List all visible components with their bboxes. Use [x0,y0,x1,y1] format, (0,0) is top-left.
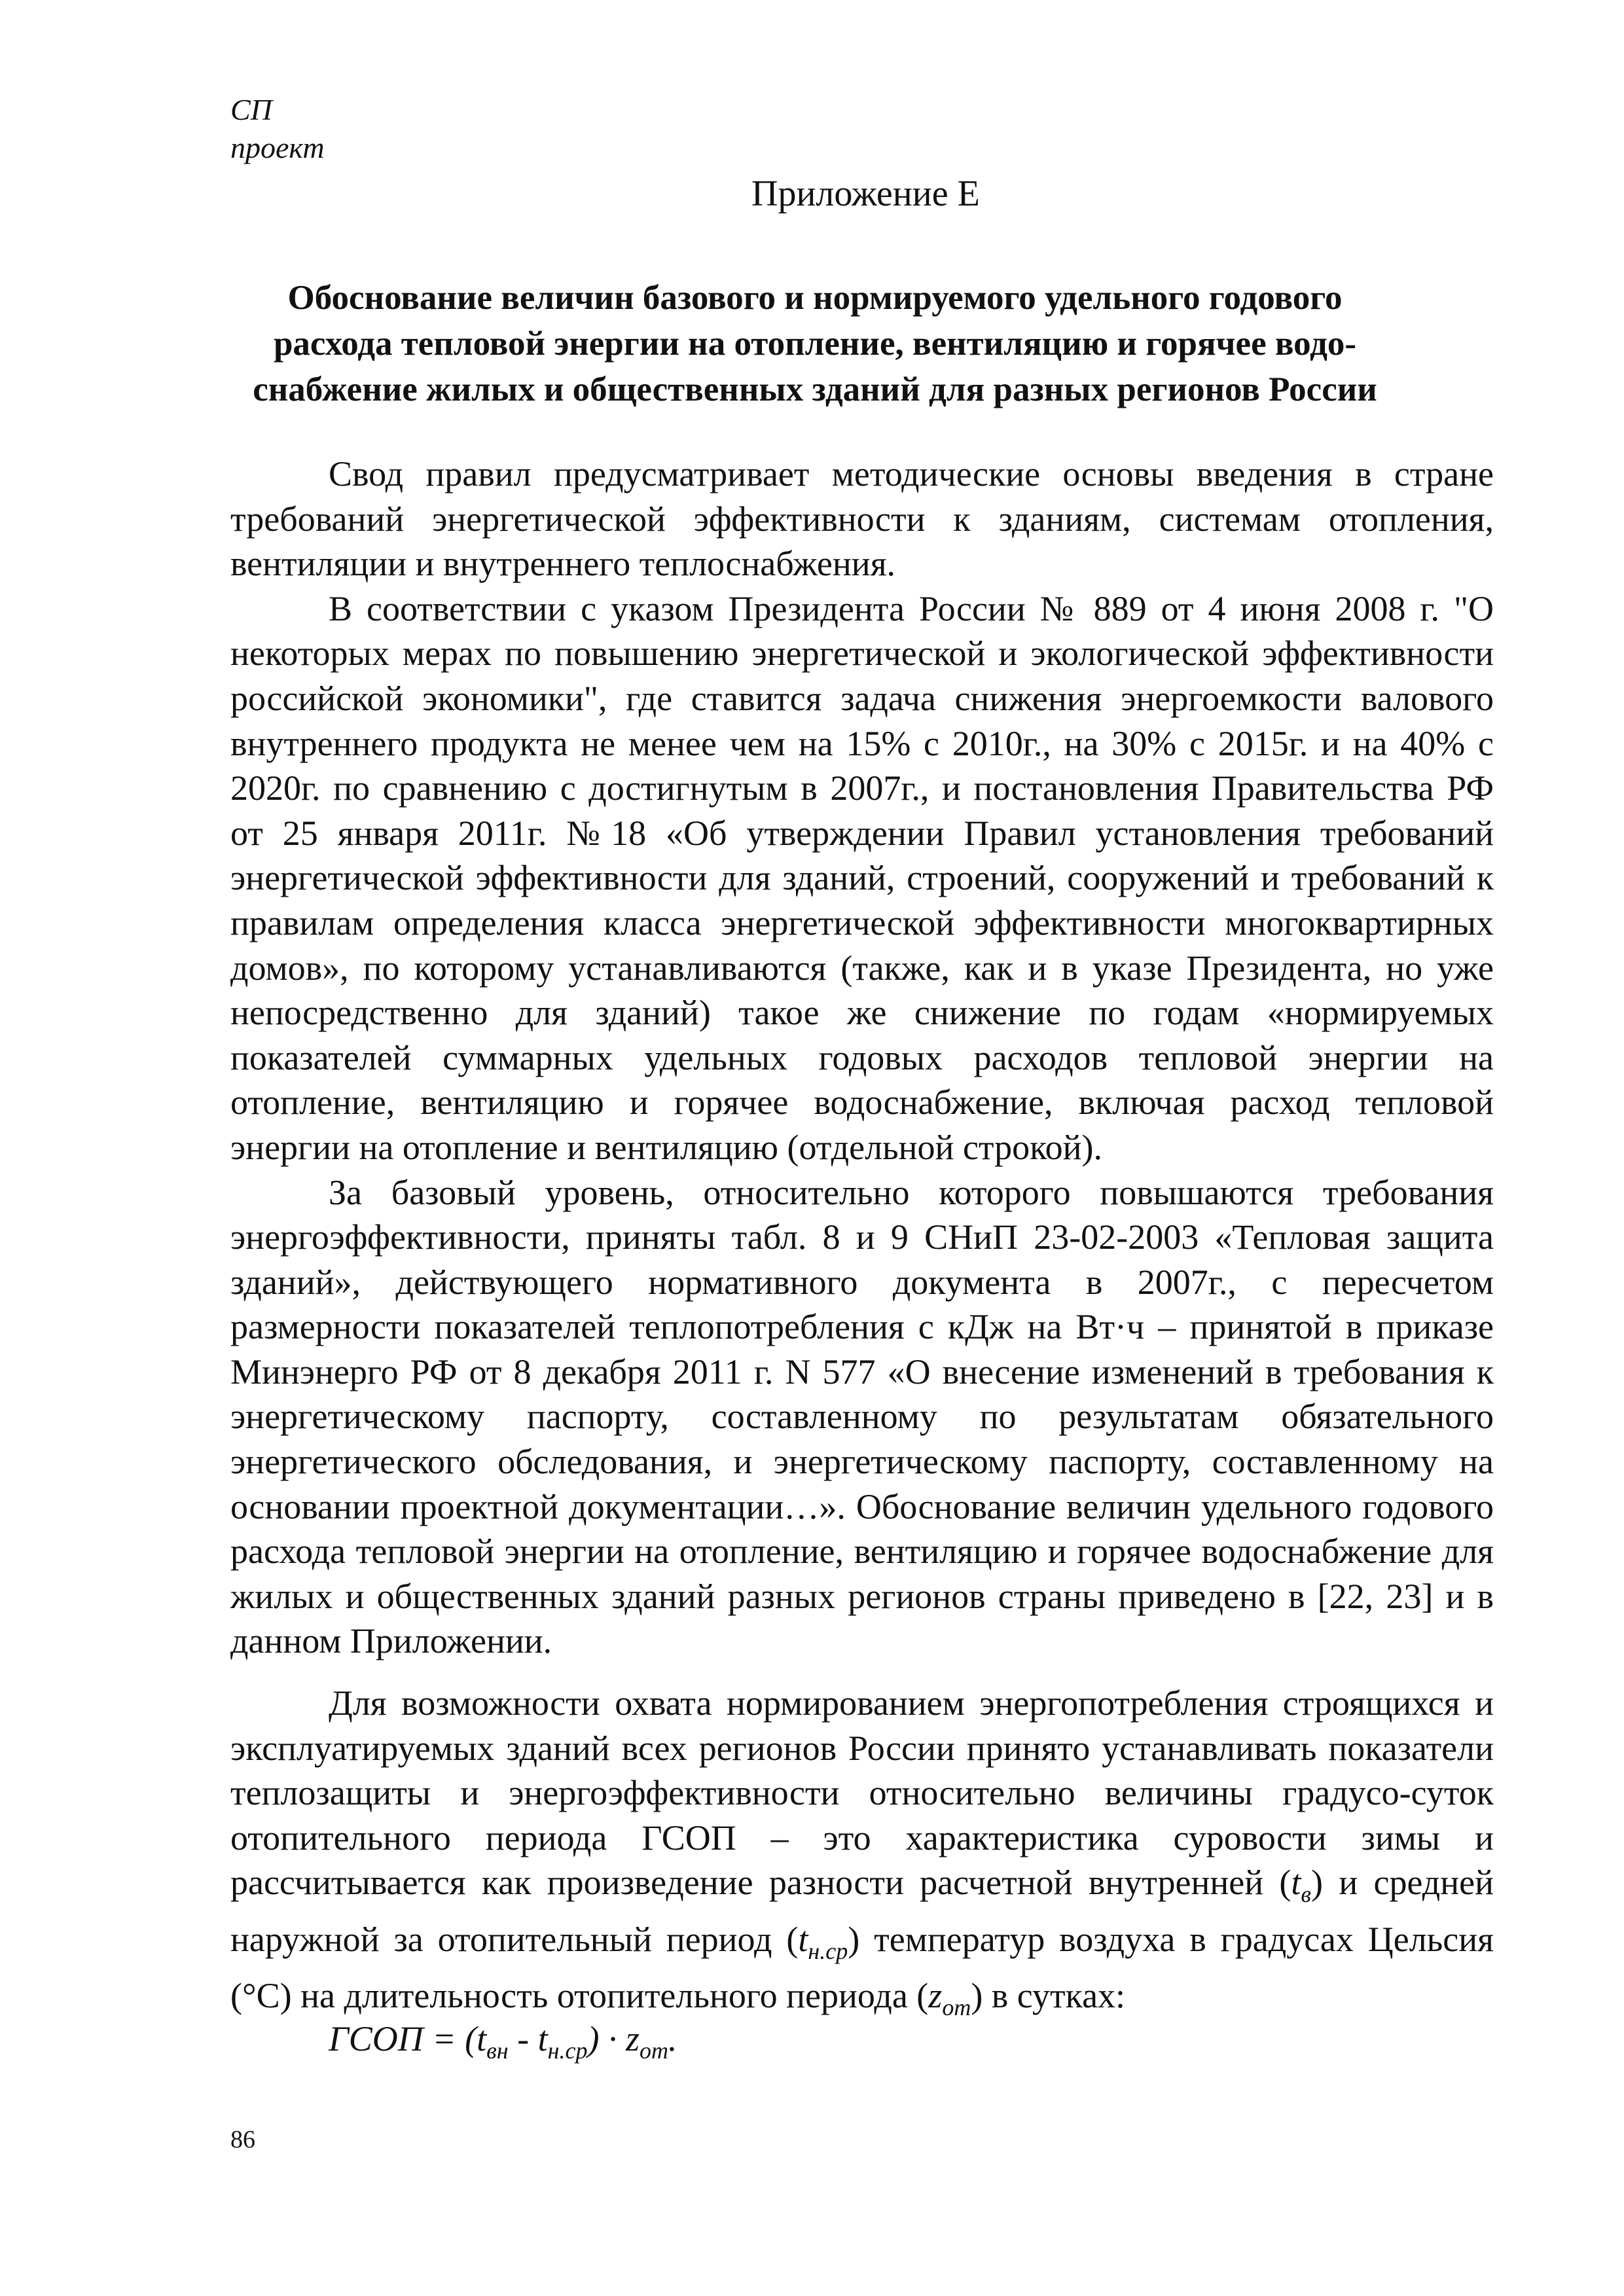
gsop-text-4: ) в сутках: [971,1976,1126,2016]
main-heading [196,275,1434,412]
heading-line: расхода тепловой энергии на отопление, вентиляцию и горячее водо- [273,325,1357,363]
formula-z: z [626,2019,640,2058]
z-symbol: z [928,1976,943,2016]
header-sp-mark: СП [230,93,272,126]
page-number: 86 [230,2126,255,2153]
gsop-formula [329,2017,677,2072]
heading-line: Обоснование величин базового и нормируемого удельного годового [287,279,1343,317]
formula-dot: ) · [587,2019,626,2058]
paragraph-decree: В соответствии с указом Президента России № 889 от 4 июня 2008 г. "О некоторых мерах по повышению энергетической и экологической эффективности российской экономики", где ставится задача снижения энергоемкости валового внутреннего продукта не менее чем на 15% с 2010г., на 30% с 2015г. и на 40% с 2020г. по сравнению с достигнутым в 2007г., и постановления Правительства РФ от 25 января 2011г. №18 «Об утверждении Правил установления требований энергетической эффективности для зданий, строений, сооружений и требований к правилам определения класса энергетической эффективности многоквартирных домов», по которому устанавливаются (также, как и в указе Президента, но уже непосредственно для зданий) такое же снижение по годам «нормируемых показателей суммарных удельных годовых расходов тепловой энергии на отопление, вентиляцию и горячее водоснабжение, включая расход тепловой энергии на отопление и вентиляцию (отдельной строкой). [230,588,1494,1167]
tn-subscript: н.ср [808,1937,848,1964]
paragraph-intro: Свод правил предусматривает методические основы введения в стране требований энергетической эффективности к зданиям, системам отопления, вентиляции и внутреннего теплоснабжения. [230,454,1494,584]
formula-t2-sub: н.ср [547,2037,588,2064]
tv-subscript: в [1301,1881,1312,1908]
formula-minus: - [508,2019,538,2058]
formula-t1-sub: вн [486,2037,509,2064]
gsop-text-1: Для возможности охвата нормированием энергопотребления строящихся и эксплуатируемых зданий всех регионов России принято устанавливать показатели теплозащиты и энергоэффективности относительно величины градусо-суток отопительного периода ГСОП – это характеристика суровости зимы и рассчитывается как произведение разности расчетной внутренней ( [230,1683,1494,1903]
gsop-text-3: ) температур воздуха в градусах Цельсия (°С) на длительность отопительного периода ( [230,1919,1494,2016]
appendix-title: Приложение Е [751,173,980,214]
tv-symbol: t [1291,1863,1301,1903]
z-subscript: от [942,1994,971,2020]
formula-end: . [668,2019,677,2058]
paragraph-base-level: За базовый уровень, относительно которого повышаются требования энергоэффективности, приняты табл. 8 и 9 СНиП 23-02-2003 «Тепловая защита зданий», действующего нормативного документа в 2007г., с пересчетом размерности показателей теплопотребления с кДж на Вт·ч – принятой в приказе Минэнерго РФ от 8 декабря 2011 г. N 577 «О внесение изменений в требования к энергетическому паспорту, составленному по результатам обязательного энергетического обследования, и энергетическому паспорту, составленному на основании проектной документации…». Обоснование величин удельного годового расхода тепловой энергии на отопление, вентиляцию и горячее водоснабжение для жилых и общественных зданий разных регионов страны приведено в [22, 23] и в данном Приложении. [230,1172,1494,1661]
formula-z-sub: от [640,2037,669,2064]
heading-line: снабжение жилых и общественных зданий для разных регионов России [253,370,1377,408]
formula-t1: t [477,2019,487,2058]
gsop-text-2: ) и средней наружной за отопительный период ( [230,1863,1494,1959]
body-text [230,452,1494,2030]
formula-t2: t [537,2019,548,2058]
header-project-mark: проект [230,131,325,164]
tn-symbol: t [798,1919,808,1959]
paragraph-gsop [230,1681,1494,2030]
formula-lhs: ГСОП = ( [329,2019,477,2058]
